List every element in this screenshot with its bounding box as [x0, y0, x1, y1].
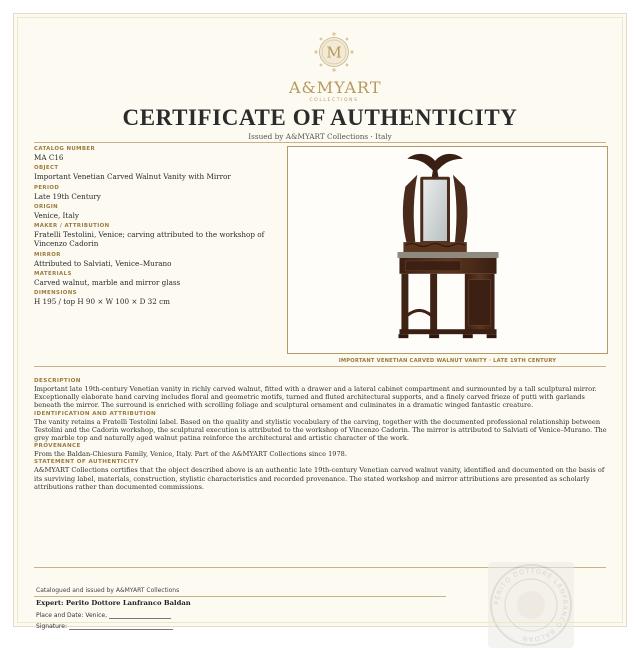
monogram-letter: M: [326, 43, 342, 62]
field-label: PERIOD: [34, 184, 60, 191]
section-heading-description: DESCRIPTION: [34, 378, 81, 384]
field-catalog-number: [34, 146, 284, 162]
field-materials: [34, 271, 284, 287]
signature-line: [69, 623, 173, 630]
vanity-illustration: [288, 147, 607, 353]
object-fields: [34, 146, 284, 310]
field-label: DIMENSIONS: [34, 290, 77, 297]
section-heading-provenance: PROVENANCE: [34, 443, 81, 450]
field-label: ORIGIN: [34, 203, 59, 210]
photo-caption: IMPORTANT VENETIAN CARVED WALNUT VANITY · LATE 19TH CENTURY: [338, 358, 557, 364]
section-body-statement: A&MYART Collections certifies that the object described above is an authentic late 19th-century Venetian carved walnut vanity, identified and documented on the basis of its surviving label, materials, construction, stylistic characteristics and recorded provenance. The stated workshop and mirror attributions are presented as scholarly attributions rather than documented commissions.: [34, 466, 605, 491]
field-value: Important Venetian Carved Walnut Vanity with Mirror: [34, 172, 231, 182]
field-label: CATALOG NUMBER: [34, 146, 96, 152]
field-maker: [34, 223, 284, 249]
footer-divider: [34, 596, 446, 597]
certificate-sheet: [13, 13, 627, 644]
section-heading-statement: STATEMENT OF AUTHENTICITY: [34, 459, 139, 466]
section-body-description: Important late 19th-century Venetian vanity in richly carved walnut, fitted with a drawer and a lateral cabinet compartment and surmounted by a tall sculptural mirror. Exceptionally elaborate hand carving includes floral and geometric motifs, turned and fluted architectural supports, and a finely carved frieze of putti with garlands beneath the mirror. The surround is enriched with scrolling foliage and sculptural ornament and culminates in a dramatic winged fantastic creature.: [34, 385, 597, 410]
divider: [34, 142, 606, 143]
field-label: MIRROR: [34, 251, 61, 258]
place-date-line: [109, 612, 171, 619]
place-date-label: Place and Date: Venice,: [36, 612, 108, 619]
field-dimensions: [34, 290, 284, 306]
section-body-identification: The vanity retains a Fratelli Testolini label. Based on the quality and stylistic vocabulary of the carving, together with the documented professional relationship between Testolini and the Cadorin workshop, the sculptural execution is attributed to the workshop of Vincenzo Cadorin. The mirror is attributed to Salviati of Venice–Murano. The grey marble top and naturally aged walnut patina reinforce the architectural and artistic character of the work.: [34, 417, 607, 443]
brand-subtitle: COLLECTIONS: [309, 98, 359, 103]
field-label: MATERIALS: [34, 271, 72, 278]
divider: [34, 366, 606, 367]
catalogued-by: Catalogued and issued by A&MYART Collections: [36, 587, 180, 594]
field-label: MAKER / ATTRIBUTION: [34, 223, 110, 230]
brand-name: A&MYART: [289, 78, 382, 97]
section-body-provenance: From the Baldan-Chiesura Family, Venice, Italy. Part of the A&MYART Collections since 1978.: [34, 450, 347, 459]
issued-by: Issued by A&MYART Collections · Italy: [248, 132, 392, 141]
section-heading-identification: IDENTIFICATION AND ATTRIBUTION: [34, 410, 157, 417]
svg-text:PERITO DOTTORE LANFRANCO BALDA: PERITO DOTTORE LANFRANCO BALDAN: [492, 566, 570, 644]
field-object: [34, 165, 284, 181]
field-mirror: [34, 252, 284, 268]
expert-stamp-icon: [486, 560, 576, 650]
signature-label: Signature:: [36, 623, 67, 630]
certificate-title: CERTIFICATE OF AUTHENTICITY: [122, 105, 518, 130]
field-value: Venice, Italy: [34, 210, 79, 220]
field-value: Fratelli Testolini, Venice; carving attributed to the workshop of Vincenzo Cadorin: [34, 230, 265, 249]
field-value: H 195 / top H 90 × W 100 × D 32 cm: [34, 297, 170, 307]
field-label: OBJECT: [34, 165, 59, 172]
field-origin: [34, 204, 284, 220]
certificate-sections: [34, 377, 608, 491]
signature-row: [36, 623, 173, 630]
field-value: MA C16: [34, 153, 64, 162]
vanity-photo: [287, 146, 608, 354]
monogram-seal-icon: [312, 30, 356, 74]
field-value: Late 19th Century: [34, 191, 101, 201]
place-date-row: [36, 612, 171, 619]
expert-name: Expert: Perito Dottore Lanfranco Baldan: [36, 599, 191, 607]
field-value: Carved walnut, marble and mirror glass: [34, 278, 181, 288]
field-period: [34, 185, 284, 201]
brand-logo: [289, 30, 382, 103]
field-value: Attributed to Salviati, Venice–Murano: [34, 258, 172, 268]
